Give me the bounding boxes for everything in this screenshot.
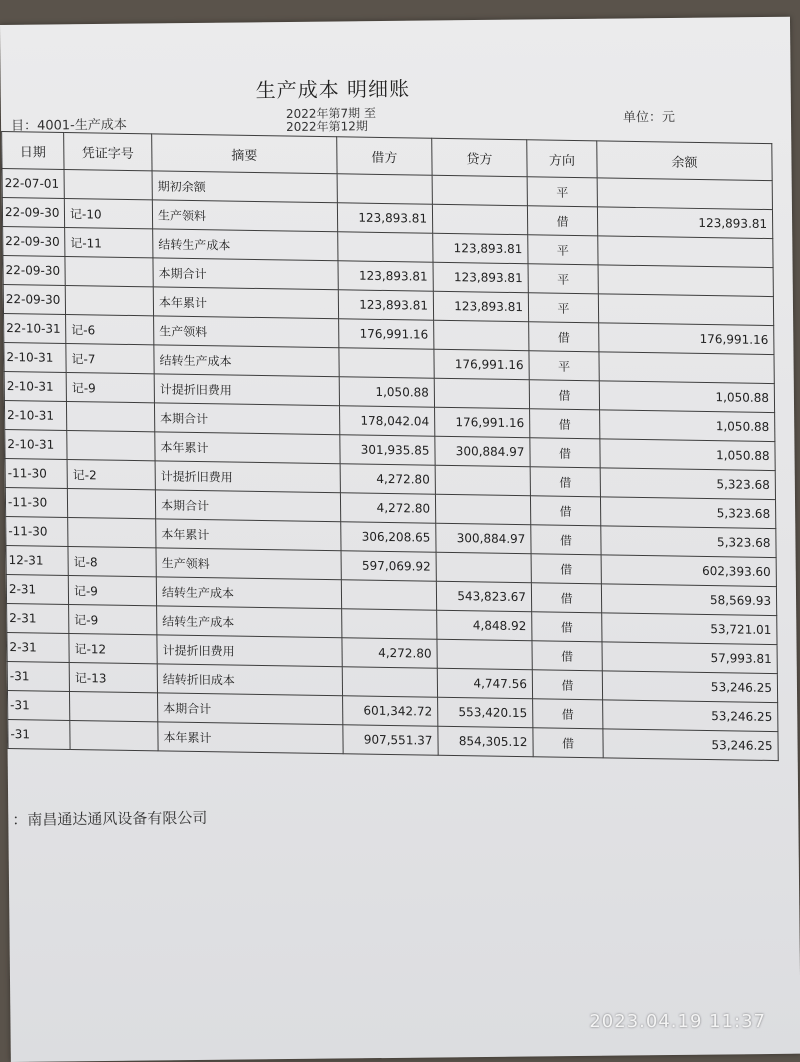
- cell-direction: 借: [529, 322, 599, 352]
- cell-debit: 301,935.85: [340, 435, 435, 465]
- cell-summary: 计提折旧费用: [154, 374, 339, 406]
- cell-voucher: 记-9: [69, 604, 157, 634]
- cell-voucher: [65, 285, 153, 315]
- cell-date: 2-31: [6, 574, 68, 604]
- cell-balance: 176,991.16: [599, 323, 774, 355]
- cell-summary: 生产领料: [156, 548, 341, 580]
- cell-summary: 结转生产成本: [156, 577, 341, 609]
- cell-voucher: 记-6: [66, 314, 154, 344]
- cell-summary: 本期合计: [158, 693, 343, 725]
- cell-credit: 543,823.67: [436, 581, 531, 611]
- cell-voucher: [66, 401, 154, 431]
- cell-summary: 本年累计: [158, 722, 343, 754]
- cell-credit: [432, 175, 527, 205]
- cell-balance: 53,721.01: [602, 613, 777, 645]
- cell-balance: 53,246.25: [602, 671, 777, 703]
- cell-date: -11-30: [5, 458, 67, 488]
- cell-date: 2-31: [7, 603, 69, 633]
- cell-date: 22-09-30: [3, 226, 65, 256]
- cell-voucher: [70, 720, 158, 750]
- period-end: 2022年第12期: [286, 119, 368, 135]
- cell-debit: 178,042.04: [340, 406, 435, 436]
- cell-voucher: [65, 256, 153, 286]
- cell-direction: 平: [528, 235, 598, 265]
- header-direction: 方向: [527, 140, 597, 178]
- cell-debit: 4,272.80: [342, 638, 437, 668]
- header-balance: 余额: [597, 141, 772, 181]
- cell-debit: [342, 609, 437, 639]
- cell-debit: 601,342.72: [343, 696, 438, 726]
- cell-direction: 平: [528, 264, 598, 294]
- cell-direction: 借: [532, 612, 602, 642]
- cell-debit: [339, 348, 434, 378]
- cell-date: 12-31: [6, 545, 68, 575]
- cell-balance: 53,246.25: [603, 700, 778, 732]
- cell-voucher: 记-10: [64, 198, 152, 228]
- cell-credit: [437, 639, 532, 669]
- cell-credit: [435, 465, 530, 495]
- cell-balance: 1,050.88: [600, 439, 775, 471]
- cell-direction: 借: [531, 554, 601, 584]
- cell-balance: 123,893.81: [597, 207, 772, 239]
- cell-credit: [432, 204, 527, 234]
- cell-balance: 1,050.88: [600, 410, 775, 442]
- cell-voucher: 记-7: [66, 343, 154, 373]
- cell-date: 2-10-31: [4, 400, 66, 430]
- cell-balance: 5,323.68: [601, 526, 776, 558]
- cell-date: 2-10-31: [4, 371, 66, 401]
- period-range: [286, 107, 376, 134]
- cell-direction: 借: [530, 438, 600, 468]
- account-subject: 目：4001-生产成本: [10, 117, 127, 134]
- cell-voucher: 记-2: [67, 459, 155, 489]
- cell-voucher: 记-9: [66, 372, 154, 402]
- cell-debit: 597,069.92: [341, 551, 436, 581]
- cell-balance: 53,246.25: [603, 729, 778, 761]
- cell-voucher: 记-11: [65, 227, 153, 257]
- cell-credit: 176,991.16: [435, 407, 530, 437]
- cell-debit: [337, 174, 432, 204]
- cell-debit: 907,551.37: [343, 725, 438, 755]
- cell-credit: [434, 378, 529, 408]
- cell-date: -31: [7, 690, 69, 720]
- header-debit: 借方: [337, 137, 432, 175]
- cell-summary: 本期合计: [155, 490, 340, 522]
- cell-direction: 平: [527, 177, 597, 207]
- currency-unit: 单位：元: [622, 109, 676, 126]
- cell-balance: 5,323.68: [600, 468, 775, 500]
- cell-summary: 计提折旧费用: [157, 635, 342, 667]
- header-voucher: 凭证字号: [64, 132, 152, 170]
- cell-credit: 123,893.81: [433, 291, 528, 321]
- cell-debit: 306,208.65: [341, 522, 436, 552]
- cell-direction: 平: [529, 351, 599, 381]
- cell-date: -31: [7, 661, 69, 691]
- cell-balance: [597, 178, 772, 210]
- cell-direction: 借: [533, 699, 603, 729]
- ledger-body: [2, 168, 778, 760]
- ledger-paper: [0, 17, 800, 1062]
- cell-direction: 借: [530, 409, 600, 439]
- cell-summary: 本年累计: [156, 519, 341, 551]
- cell-date: 2-10-31: [5, 429, 67, 459]
- cell-date: -11-30: [5, 487, 67, 517]
- cell-direction: 平: [528, 293, 598, 323]
- cell-credit: [435, 494, 530, 524]
- cell-credit: [434, 320, 529, 350]
- cell-voucher: 记-8: [68, 546, 156, 576]
- cell-summary: 结转生产成本: [154, 345, 339, 377]
- header-credit: 贷方: [432, 138, 527, 176]
- cell-balance: 602,393.60: [601, 555, 776, 587]
- cell-date: 22-10-31: [4, 313, 66, 343]
- cell-credit: 854,305.12: [438, 726, 533, 756]
- cell-date: 22-07-01: [2, 168, 64, 198]
- cell-summary: 计提折旧费用: [155, 461, 340, 493]
- cell-direction: 借: [532, 670, 602, 700]
- cell-summary: 期初余额: [152, 171, 337, 203]
- cell-summary: 结转生产成本: [157, 606, 342, 638]
- cell-voucher: [64, 169, 152, 199]
- cell-credit: 123,893.81: [433, 233, 528, 263]
- cell-debit: 123,893.81: [337, 203, 432, 233]
- cell-debit: [338, 232, 433, 262]
- cell-summary: 生产领料: [152, 200, 337, 232]
- cell-debit: 123,893.81: [338, 290, 433, 320]
- cell-summary: 结转生产成本: [153, 229, 338, 261]
- company-name: ：南昌通达通风设备有限公司: [12, 808, 208, 829]
- cell-direction: 借: [530, 467, 600, 497]
- cell-date: 2-31: [7, 632, 69, 662]
- cell-balance: 58,569.93: [601, 584, 776, 616]
- photo-timestamp: 2023.04.19 11:37: [589, 1011, 766, 1032]
- cell-credit: 553,420.15: [438, 697, 533, 727]
- ledger-table: [1, 131, 779, 761]
- ledger-title: 生产成本 明细账: [255, 76, 411, 103]
- cell-direction: 借: [529, 380, 599, 410]
- cell-summary: 生产领料: [154, 316, 339, 348]
- cell-date: 22-09-30: [3, 284, 65, 314]
- cell-debit: 4,272.80: [340, 493, 435, 523]
- cell-direction: 借: [531, 525, 601, 555]
- cell-voucher: [69, 691, 157, 721]
- cell-balance: 5,323.68: [600, 497, 775, 529]
- cell-debit: 4,272.80: [340, 464, 435, 494]
- cell-balance: [598, 294, 773, 326]
- cell-date: 2-10-31: [4, 342, 66, 372]
- cell-date: 22-09-30: [2, 197, 64, 227]
- cell-debit: 1,050.88: [339, 377, 434, 407]
- cell-credit: 123,893.81: [433, 262, 528, 292]
- cell-direction: 借: [533, 728, 603, 758]
- cell-balance: 1,050.88: [599, 381, 774, 413]
- cell-date: -31: [8, 719, 70, 749]
- cell-date: -11-30: [6, 516, 68, 546]
- cell-credit: 300,884.97: [435, 436, 530, 466]
- cell-summary: 本年累计: [153, 287, 338, 319]
- cell-credit: 4,747.56: [437, 668, 532, 698]
- cell-credit: [436, 552, 531, 582]
- header-date: 日期: [2, 132, 64, 170]
- cell-credit: 300,884.97: [436, 523, 531, 553]
- period-start: 2022年第7期 至: [285, 106, 377, 122]
- cell-summary: 结转折旧成本: [157, 664, 342, 696]
- cell-summary: 本年累计: [155, 432, 340, 464]
- cell-debit: [342, 667, 437, 697]
- cell-debit: 123,893.81: [338, 261, 433, 291]
- cell-debit: [341, 580, 436, 610]
- cell-direction: 借: [531, 583, 601, 613]
- cell-balance: [598, 265, 773, 297]
- cell-balance: [599, 352, 774, 384]
- cell-summary: 本期合计: [153, 258, 338, 290]
- cell-balance: 57,993.81: [602, 642, 777, 674]
- cell-balance: [598, 236, 773, 268]
- cell-voucher: 记-9: [68, 575, 156, 605]
- cell-voucher: 记-13: [69, 662, 157, 692]
- cell-date: 22-09-30: [3, 255, 65, 285]
- cell-direction: 借: [527, 206, 597, 236]
- cell-voucher: [67, 488, 155, 518]
- cell-summary: 本期合计: [154, 403, 339, 435]
- cell-credit: 4,848.92: [437, 610, 532, 640]
- cell-direction: 借: [532, 641, 602, 671]
- cell-voucher: [67, 430, 155, 460]
- cell-debit: 176,991.16: [339, 319, 434, 349]
- header-summary: 摘要: [152, 134, 337, 174]
- cell-voucher: [68, 517, 156, 547]
- cell-direction: 借: [530, 496, 600, 526]
- cell-voucher: 记-12: [69, 633, 157, 663]
- cell-credit: 176,991.16: [434, 349, 529, 379]
